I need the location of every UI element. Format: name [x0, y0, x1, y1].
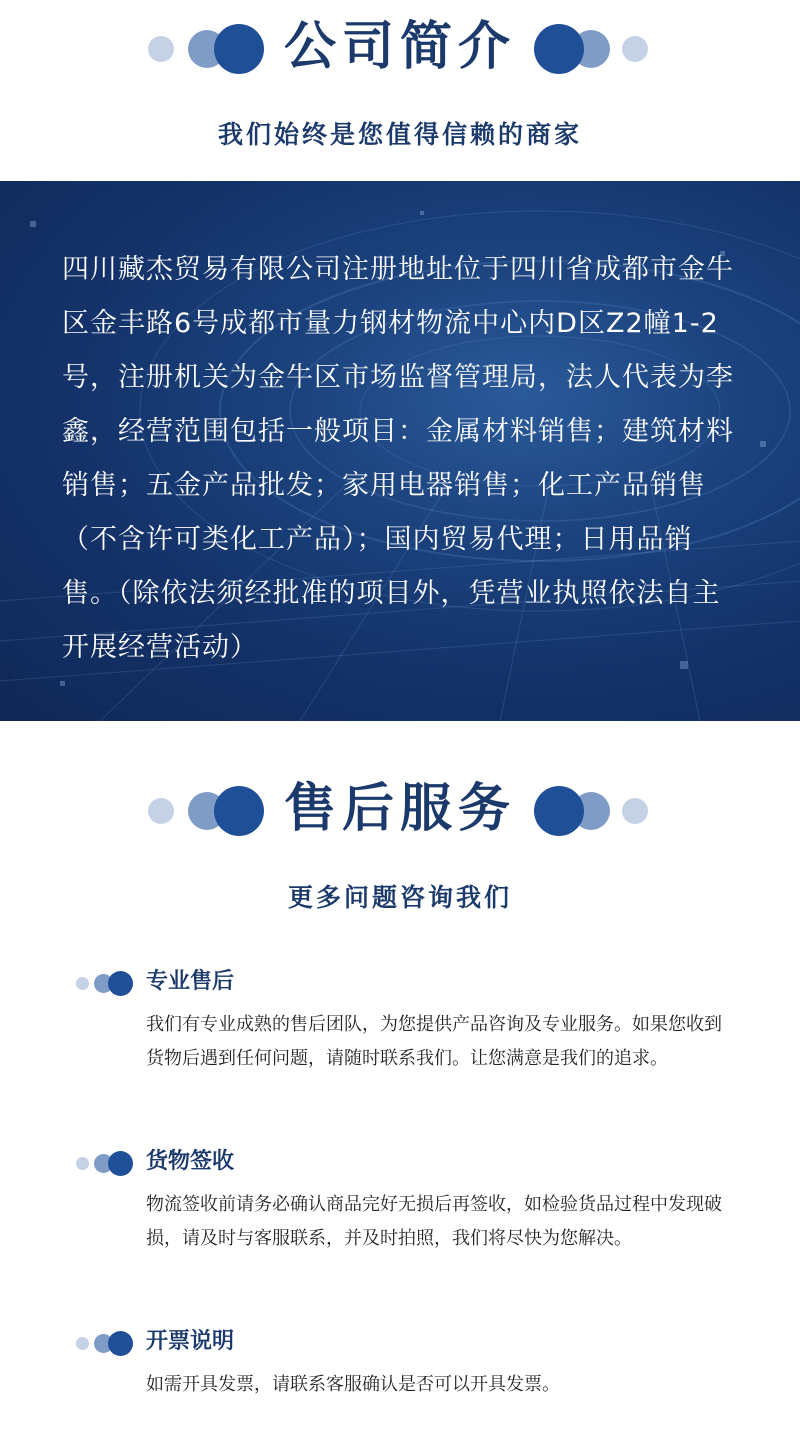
- intro-subtitle: 我们始终是您值得信赖的商家: [217, 120, 582, 149]
- bullet-dots-icon: [76, 970, 136, 996]
- service-header: [0, 764, 800, 854]
- service-title: 售后服务: [283, 779, 516, 839]
- service-item-title: 开票说明: [146, 1329, 235, 1354]
- bullet-dots-icon: [76, 1150, 136, 1176]
- service-item-body: 如需开具发票，请联系客服确认是否可以开具发票。: [146, 1374, 560, 1395]
- service-item-title: 货物签收: [146, 1149, 235, 1174]
- bullet-dots-icon: [76, 1330, 136, 1356]
- service-subtitle: 更多问题咨询我们: [287, 883, 512, 912]
- decorative-dots-right: [532, 786, 662, 836]
- intro-banner: [0, 181, 800, 721]
- company-description: 四川藏杰贸易有限公司注册地址位于四川省成都市金牛区金丰路6号成都市量力钢材物流中心内D区Z2幢1-2号，注册机关为金牛区市场监督管理局，法人代表为李鑫，经营范围包括一般项目：金属材料销售；建筑材料销售；五金产品批发；家用电器销售；化工产品销售（不含许可类化工产品）；国内贸易代理；日用品销售。（除依法须经批准的项目外，凭营业执照依法自主开展经营活动）: [62, 254, 734, 663]
- decorative-dots-right: [532, 24, 662, 74]
- service-item-body: 我们有专业成熟的售后团队，为您提供产品咨询及专业服务。如果您收到货物后遇到任何问题，请随时联系我们。让您满意是我们的追求。: [146, 1014, 722, 1069]
- intro-header: [0, 2, 800, 92]
- service-item-title: 专业售后: [146, 969, 235, 994]
- intro-title: 公司简介: [283, 17, 516, 77]
- service-item-body: 物流签收前请务必确认商品完好无损后再签收，如检验货品过程中发现破损，请及时与客服联系，并及时拍照，我们将尽快为您解决。: [146, 1194, 722, 1249]
